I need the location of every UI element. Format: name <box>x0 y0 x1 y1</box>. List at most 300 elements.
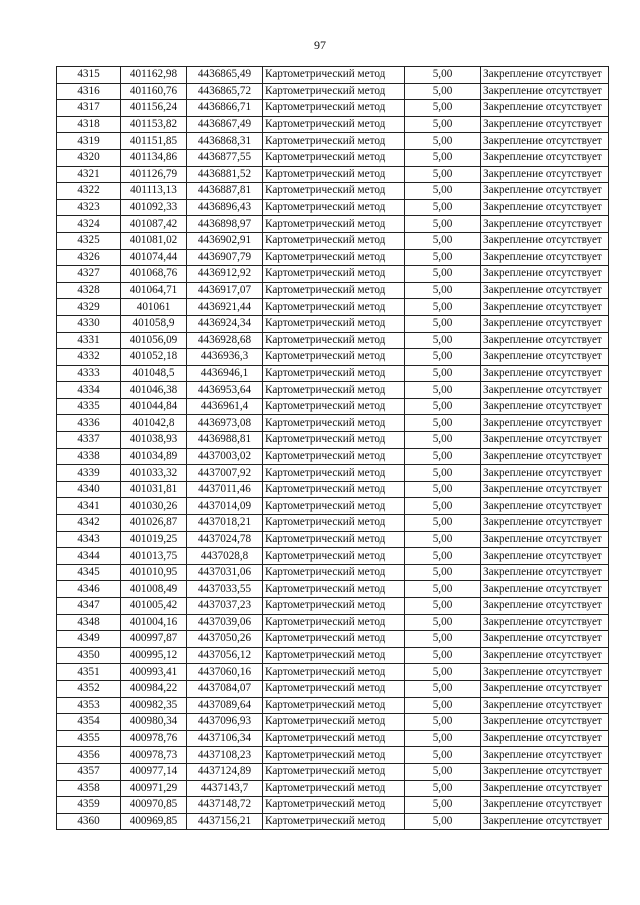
accuracy-cell: 5,00 <box>405 432 481 449</box>
point-number-cell: 4336 <box>57 415 121 432</box>
method-cell: Картометрический метод <box>263 332 405 349</box>
table-row <box>57 531 609 548</box>
x-coordinate-cell: 401038,93 <box>121 432 187 449</box>
x-coordinate-cell: 400993,41 <box>121 664 187 681</box>
x-coordinate-cell: 401113,13 <box>121 183 187 200</box>
x-coordinate-cell: 401019,25 <box>121 531 187 548</box>
table-row <box>57 299 609 316</box>
point-number-cell: 4349 <box>57 631 121 648</box>
table-row <box>57 647 609 664</box>
method-cell: Картометрический метод <box>263 266 405 283</box>
method-cell: Картометрический метод <box>263 349 405 366</box>
table-row <box>57 581 609 598</box>
x-coordinate-cell: 400978,76 <box>121 730 187 747</box>
method-cell: Картометрический метод <box>263 249 405 266</box>
x-coordinate-cell: 401048,5 <box>121 365 187 382</box>
accuracy-cell: 5,00 <box>405 498 481 515</box>
y-coordinate-cell: 4437003,02 <box>187 448 263 465</box>
table-row <box>57 465 609 482</box>
page-number: 97 <box>314 38 326 52</box>
y-coordinate-cell: 4436902,91 <box>187 232 263 249</box>
table-row <box>57 432 609 449</box>
x-coordinate-cell: 401031,81 <box>121 481 187 498</box>
x-coordinate-cell: 401156,24 <box>121 100 187 117</box>
point-number-cell: 4326 <box>57 249 121 266</box>
fixing-cell: Закрепление отсутствует <box>481 83 609 100</box>
point-number-cell: 4360 <box>57 813 121 830</box>
y-coordinate-cell: 4437014,09 <box>187 498 263 515</box>
accuracy-cell: 5,00 <box>405 133 481 150</box>
point-number-cell: 4324 <box>57 216 121 233</box>
fixing-cell: Закрепление отсутствует <box>481 730 609 747</box>
fixing-cell: Закрепление отсутствует <box>481 315 609 332</box>
point-number-cell: 4341 <box>57 498 121 515</box>
accuracy-cell: 5,00 <box>405 183 481 200</box>
y-coordinate-cell: 4436928,68 <box>187 332 263 349</box>
y-coordinate-cell: 4437124,89 <box>187 763 263 780</box>
y-coordinate-cell: 4436867,49 <box>187 116 263 133</box>
accuracy-cell: 5,00 <box>405 415 481 432</box>
y-coordinate-cell: 4436946,1 <box>187 365 263 382</box>
point-number-cell: 4358 <box>57 780 121 797</box>
x-coordinate-cell: 400997,87 <box>121 631 187 648</box>
fixing-cell: Закрепление отсутствует <box>481 498 609 515</box>
point-number-cell: 4352 <box>57 680 121 697</box>
fixing-cell: Закрепление отсутствует <box>481 564 609 581</box>
fixing-cell: Закрепление отсутствует <box>481 797 609 814</box>
table-row <box>57 548 609 565</box>
x-coordinate-cell: 401010,95 <box>121 564 187 581</box>
x-coordinate-cell: 401058,9 <box>121 315 187 332</box>
method-cell: Картометрический метод <box>263 282 405 299</box>
y-coordinate-cell: 4437033,55 <box>187 581 263 598</box>
point-number-cell: 4350 <box>57 647 121 664</box>
x-coordinate-cell: 401030,26 <box>121 498 187 515</box>
point-number-cell: 4316 <box>57 83 121 100</box>
fixing-cell: Закрепление отсутствует <box>481 415 609 432</box>
method-cell: Картометрический метод <box>263 415 405 432</box>
point-number-cell: 4335 <box>57 398 121 415</box>
method-cell: Картометрический метод <box>263 714 405 731</box>
y-coordinate-cell: 4437089,64 <box>187 697 263 714</box>
fixing-cell: Закрепление отсутствует <box>481 332 609 349</box>
point-number-cell: 4351 <box>57 664 121 681</box>
x-coordinate-cell: 400969,85 <box>121 813 187 830</box>
x-coordinate-cell: 401064,71 <box>121 282 187 299</box>
point-number-cell: 4317 <box>57 100 121 117</box>
method-cell: Картометрический метод <box>263 581 405 598</box>
y-coordinate-cell: 4437031,06 <box>187 564 263 581</box>
y-coordinate-cell: 4436921,44 <box>187 299 263 316</box>
method-cell: Картометрический метод <box>263 531 405 548</box>
y-coordinate-cell: 4436881,52 <box>187 166 263 183</box>
table-row <box>57 515 609 532</box>
y-coordinate-cell: 4436912,92 <box>187 266 263 283</box>
accuracy-cell: 5,00 <box>405 730 481 747</box>
fixing-cell: Закрепление отсутствует <box>481 465 609 482</box>
accuracy-cell: 5,00 <box>405 166 481 183</box>
method-cell: Картометрический метод <box>263 780 405 797</box>
accuracy-cell: 5,00 <box>405 116 481 133</box>
accuracy-cell: 5,00 <box>405 714 481 731</box>
y-coordinate-cell: 4437106,34 <box>187 730 263 747</box>
point-number-cell: 4345 <box>57 564 121 581</box>
fixing-cell: Закрепление отсутствует <box>481 747 609 764</box>
point-number-cell: 4323 <box>57 199 121 216</box>
x-coordinate-cell: 401134,86 <box>121 149 187 166</box>
accuracy-cell: 5,00 <box>405 548 481 565</box>
y-coordinate-cell: 4437084,07 <box>187 680 263 697</box>
x-coordinate-cell: 401126,79 <box>121 166 187 183</box>
point-number-cell: 4327 <box>57 266 121 283</box>
accuracy-cell: 5,00 <box>405 349 481 366</box>
accuracy-cell: 5,00 <box>405 780 481 797</box>
point-number-cell: 4359 <box>57 797 121 814</box>
fixing-cell: Закрепление отсутствует <box>481 598 609 615</box>
table-row <box>57 481 609 498</box>
table-row <box>57 747 609 764</box>
point-number-cell: 4330 <box>57 315 121 332</box>
table-row <box>57 564 609 581</box>
accuracy-cell: 5,00 <box>405 763 481 780</box>
method-cell: Картометрический метод <box>263 398 405 415</box>
accuracy-cell: 5,00 <box>405 631 481 648</box>
x-coordinate-cell: 400970,85 <box>121 797 187 814</box>
table-row <box>57 315 609 332</box>
fixing-cell: Закрепление отсутствует <box>481 714 609 731</box>
x-coordinate-cell: 400982,35 <box>121 697 187 714</box>
table-body <box>57 67 609 830</box>
table-row <box>57 415 609 432</box>
method-cell: Картометрический метод <box>263 730 405 747</box>
method-cell: Картометрический метод <box>263 199 405 216</box>
point-number-cell: 4321 <box>57 166 121 183</box>
method-cell: Картометрический метод <box>263 664 405 681</box>
table-row <box>57 199 609 216</box>
point-number-cell: 4319 <box>57 133 121 150</box>
x-coordinate-cell: 401056,09 <box>121 332 187 349</box>
point-number-cell: 4338 <box>57 448 121 465</box>
accuracy-cell: 5,00 <box>405 797 481 814</box>
table-row <box>57 67 609 84</box>
y-coordinate-cell: 4436973,08 <box>187 415 263 432</box>
fixing-cell: Закрепление отсутствует <box>481 481 609 498</box>
point-number-cell: 4339 <box>57 465 121 482</box>
table-row <box>57 614 609 631</box>
fixing-cell: Закрепление отсутствует <box>481 166 609 183</box>
fixing-cell: Закрепление отсутствует <box>481 183 609 200</box>
method-cell: Картометрический метод <box>263 813 405 830</box>
method-cell: Картометрический метод <box>263 232 405 249</box>
x-coordinate-cell: 401052,18 <box>121 349 187 366</box>
table-row <box>57 266 609 283</box>
accuracy-cell: 5,00 <box>405 249 481 266</box>
point-number-cell: 4347 <box>57 598 121 615</box>
accuracy-cell: 5,00 <box>405 564 481 581</box>
x-coordinate-cell: 400995,12 <box>121 647 187 664</box>
point-number-cell: 4348 <box>57 614 121 631</box>
fixing-cell: Закрепление отсутствует <box>481 398 609 415</box>
x-coordinate-cell: 401092,33 <box>121 199 187 216</box>
x-coordinate-cell: 400978,73 <box>121 747 187 764</box>
y-coordinate-cell: 4436907,79 <box>187 249 263 266</box>
x-coordinate-cell: 401074,44 <box>121 249 187 266</box>
x-coordinate-cell: 401081,02 <box>121 232 187 249</box>
y-coordinate-cell: 4437108,23 <box>187 747 263 764</box>
accuracy-cell: 5,00 <box>405 315 481 332</box>
point-number-cell: 4322 <box>57 183 121 200</box>
x-coordinate-cell: 401008,49 <box>121 581 187 598</box>
table-row <box>57 730 609 747</box>
table-row <box>57 100 609 117</box>
accuracy-cell: 5,00 <box>405 581 481 598</box>
fixing-cell: Закрепление отсутствует <box>481 763 609 780</box>
y-coordinate-cell: 4437056,12 <box>187 647 263 664</box>
y-coordinate-cell: 4437050,26 <box>187 631 263 648</box>
accuracy-cell: 5,00 <box>405 282 481 299</box>
fixing-cell: Закрепление отсутствует <box>481 813 609 830</box>
x-coordinate-cell: 401162,98 <box>121 67 187 84</box>
fixing-cell: Закрепление отсутствует <box>481 448 609 465</box>
y-coordinate-cell: 4437024,78 <box>187 531 263 548</box>
table-row <box>57 116 609 133</box>
accuracy-cell: 5,00 <box>405 382 481 399</box>
y-coordinate-cell: 4436887,81 <box>187 183 263 200</box>
point-number-cell: 4353 <box>57 697 121 714</box>
point-number-cell: 4332 <box>57 349 121 366</box>
table-row <box>57 149 609 166</box>
accuracy-cell: 5,00 <box>405 531 481 548</box>
fixing-cell: Закрепление отсутствует <box>481 282 609 299</box>
fixing-cell: Закрепление отсутствует <box>481 631 609 648</box>
table-row <box>57 282 609 299</box>
accuracy-cell: 5,00 <box>405 398 481 415</box>
table-row <box>57 349 609 366</box>
point-number-cell: 4340 <box>57 481 121 498</box>
accuracy-cell: 5,00 <box>405 664 481 681</box>
fixing-cell: Закрепление отсутствует <box>481 232 609 249</box>
point-number-cell: 4318 <box>57 116 121 133</box>
method-cell: Картометрический метод <box>263 299 405 316</box>
y-coordinate-cell: 4436877,55 <box>187 149 263 166</box>
accuracy-cell: 5,00 <box>405 332 481 349</box>
accuracy-cell: 5,00 <box>405 216 481 233</box>
table-row <box>57 498 609 515</box>
y-coordinate-cell: 4437148,72 <box>187 797 263 814</box>
table-row <box>57 183 609 200</box>
coordinates-table <box>56 66 609 830</box>
accuracy-cell: 5,00 <box>405 697 481 714</box>
fixing-cell: Закрепление отсутствует <box>481 349 609 366</box>
x-coordinate-cell: 401013,75 <box>121 548 187 565</box>
method-cell: Картометрический метод <box>263 515 405 532</box>
fixing-cell: Закрепление отсутствует <box>481 149 609 166</box>
method-cell: Картометрический метод <box>263 149 405 166</box>
accuracy-cell: 5,00 <box>405 515 481 532</box>
accuracy-cell: 5,00 <box>405 747 481 764</box>
fixing-cell: Закрепление отсутствует <box>481 216 609 233</box>
fixing-cell: Закрепление отсутствует <box>481 365 609 382</box>
table-row <box>57 166 609 183</box>
accuracy-cell: 5,00 <box>405 481 481 498</box>
method-cell: Картометрический метод <box>263 116 405 133</box>
method-cell: Картометрический метод <box>263 564 405 581</box>
point-number-cell: 4315 <box>57 67 121 84</box>
fixing-cell: Закрепление отсутствует <box>481 266 609 283</box>
table-row <box>57 763 609 780</box>
x-coordinate-cell: 401026,87 <box>121 515 187 532</box>
method-cell: Картометрический метод <box>263 67 405 84</box>
method-cell: Картометрический метод <box>263 598 405 615</box>
method-cell: Картометрический метод <box>263 216 405 233</box>
y-coordinate-cell: 4436865,72 <box>187 83 263 100</box>
method-cell: Картометрический метод <box>263 797 405 814</box>
fixing-cell: Закрепление отсутствует <box>481 382 609 399</box>
point-number-cell: 4337 <box>57 432 121 449</box>
method-cell: Картометрический метод <box>263 465 405 482</box>
fixing-cell: Закрепление отсутствует <box>481 249 609 266</box>
accuracy-cell: 5,00 <box>405 149 481 166</box>
y-coordinate-cell: 4436865,49 <box>187 67 263 84</box>
method-cell: Картометрический метод <box>263 697 405 714</box>
y-coordinate-cell: 4437060,16 <box>187 664 263 681</box>
method-cell: Картометрический метод <box>263 614 405 631</box>
fixing-cell: Закрепление отсутствует <box>481 100 609 117</box>
accuracy-cell: 5,00 <box>405 680 481 697</box>
accuracy-cell: 5,00 <box>405 299 481 316</box>
x-coordinate-cell: 400980,34 <box>121 714 187 731</box>
accuracy-cell: 5,00 <box>405 614 481 631</box>
x-coordinate-cell: 401046,38 <box>121 382 187 399</box>
y-coordinate-cell: 4437039,06 <box>187 614 263 631</box>
method-cell: Картометрический метод <box>263 647 405 664</box>
accuracy-cell: 5,00 <box>405 598 481 615</box>
method-cell: Картометрический метод <box>263 498 405 515</box>
table-row <box>57 780 609 797</box>
x-coordinate-cell: 400977,14 <box>121 763 187 780</box>
accuracy-cell: 5,00 <box>405 232 481 249</box>
y-coordinate-cell: 4437037,23 <box>187 598 263 615</box>
point-number-cell: 4355 <box>57 730 121 747</box>
y-coordinate-cell: 4436953,64 <box>187 382 263 399</box>
accuracy-cell: 5,00 <box>405 813 481 830</box>
method-cell: Картометрический метод <box>263 382 405 399</box>
method-cell: Картометрический метод <box>263 183 405 200</box>
y-coordinate-cell: 4437096,93 <box>187 714 263 731</box>
method-cell: Картометрический метод <box>263 747 405 764</box>
table-row <box>57 714 609 731</box>
table-row <box>57 382 609 399</box>
point-number-cell: 4346 <box>57 581 121 598</box>
method-cell: Картометрический метод <box>263 481 405 498</box>
x-coordinate-cell: 401061 <box>121 299 187 316</box>
table-row <box>57 365 609 382</box>
fixing-cell: Закрепление отсутствует <box>481 531 609 548</box>
point-number-cell: 4333 <box>57 365 121 382</box>
point-number-cell: 4328 <box>57 282 121 299</box>
fixing-cell: Закрепление отсутствует <box>481 116 609 133</box>
fixing-cell: Закрепление отсутствует <box>481 780 609 797</box>
x-coordinate-cell: 401034,89 <box>121 448 187 465</box>
x-coordinate-cell: 400971,29 <box>121 780 187 797</box>
accuracy-cell: 5,00 <box>405 647 481 664</box>
accuracy-cell: 5,00 <box>405 365 481 382</box>
accuracy-cell: 5,00 <box>405 83 481 100</box>
x-coordinate-cell: 401042,8 <box>121 415 187 432</box>
accuracy-cell: 5,00 <box>405 448 481 465</box>
accuracy-cell: 5,00 <box>405 266 481 283</box>
method-cell: Картометрический метод <box>263 100 405 117</box>
table-row <box>57 332 609 349</box>
table-row <box>57 83 609 100</box>
y-coordinate-cell: 4437156,21 <box>187 813 263 830</box>
point-number-cell: 4331 <box>57 332 121 349</box>
method-cell: Картометрический метод <box>263 763 405 780</box>
y-coordinate-cell: 4437143,7 <box>187 780 263 797</box>
point-number-cell: 4354 <box>57 714 121 731</box>
fixing-cell: Закрепление отсутствует <box>481 647 609 664</box>
table-row <box>57 249 609 266</box>
method-cell: Картометрический метод <box>263 680 405 697</box>
table-row <box>57 680 609 697</box>
x-coordinate-cell: 401044,84 <box>121 398 187 415</box>
x-coordinate-cell: 401033,32 <box>121 465 187 482</box>
fixing-cell: Закрепление отсутствует <box>481 664 609 681</box>
table-row <box>57 631 609 648</box>
fixing-cell: Закрепление отсутствует <box>481 548 609 565</box>
fixing-cell: Закрепление отсутствует <box>481 515 609 532</box>
point-number-cell: 4357 <box>57 763 121 780</box>
point-number-cell: 4342 <box>57 515 121 532</box>
y-coordinate-cell: 4436866,71 <box>187 100 263 117</box>
method-cell: Картометрический метод <box>263 83 405 100</box>
y-coordinate-cell: 4436924,34 <box>187 315 263 332</box>
fixing-cell: Закрепление отсутствует <box>481 614 609 631</box>
point-number-cell: 4334 <box>57 382 121 399</box>
table-row <box>57 398 609 415</box>
fixing-cell: Закрепление отсутствует <box>481 133 609 150</box>
x-coordinate-cell: 401004,16 <box>121 614 187 631</box>
point-number-cell: 4356 <box>57 747 121 764</box>
x-coordinate-cell: 401068,76 <box>121 266 187 283</box>
accuracy-cell: 5,00 <box>405 100 481 117</box>
point-number-cell: 4343 <box>57 531 121 548</box>
y-coordinate-cell: 4437011,46 <box>187 481 263 498</box>
y-coordinate-cell: 4436868,31 <box>187 133 263 150</box>
fixing-cell: Закрепление отсутствует <box>481 697 609 714</box>
y-coordinate-cell: 4436936,3 <box>187 349 263 366</box>
table-row <box>57 697 609 714</box>
method-cell: Картометрический метод <box>263 365 405 382</box>
method-cell: Картометрический метод <box>263 315 405 332</box>
y-coordinate-cell: 4437028,8 <box>187 548 263 565</box>
x-coordinate-cell: 401153,82 <box>121 116 187 133</box>
method-cell: Картометрический метод <box>263 631 405 648</box>
fixing-cell: Закрепление отсутствует <box>481 67 609 84</box>
method-cell: Картометрический метод <box>263 432 405 449</box>
x-coordinate-cell: 401151,85 <box>121 133 187 150</box>
method-cell: Картометрический метод <box>263 448 405 465</box>
x-coordinate-cell: 401087,42 <box>121 216 187 233</box>
y-coordinate-cell: 4437007,92 <box>187 465 263 482</box>
fixing-cell: Закрепление отсутствует <box>481 581 609 598</box>
method-cell: Картометрический метод <box>263 133 405 150</box>
accuracy-cell: 5,00 <box>405 67 481 84</box>
table-row <box>57 797 609 814</box>
fixing-cell: Закрепление отсутствует <box>481 299 609 316</box>
point-number-cell: 4325 <box>57 232 121 249</box>
accuracy-cell: 5,00 <box>405 465 481 482</box>
